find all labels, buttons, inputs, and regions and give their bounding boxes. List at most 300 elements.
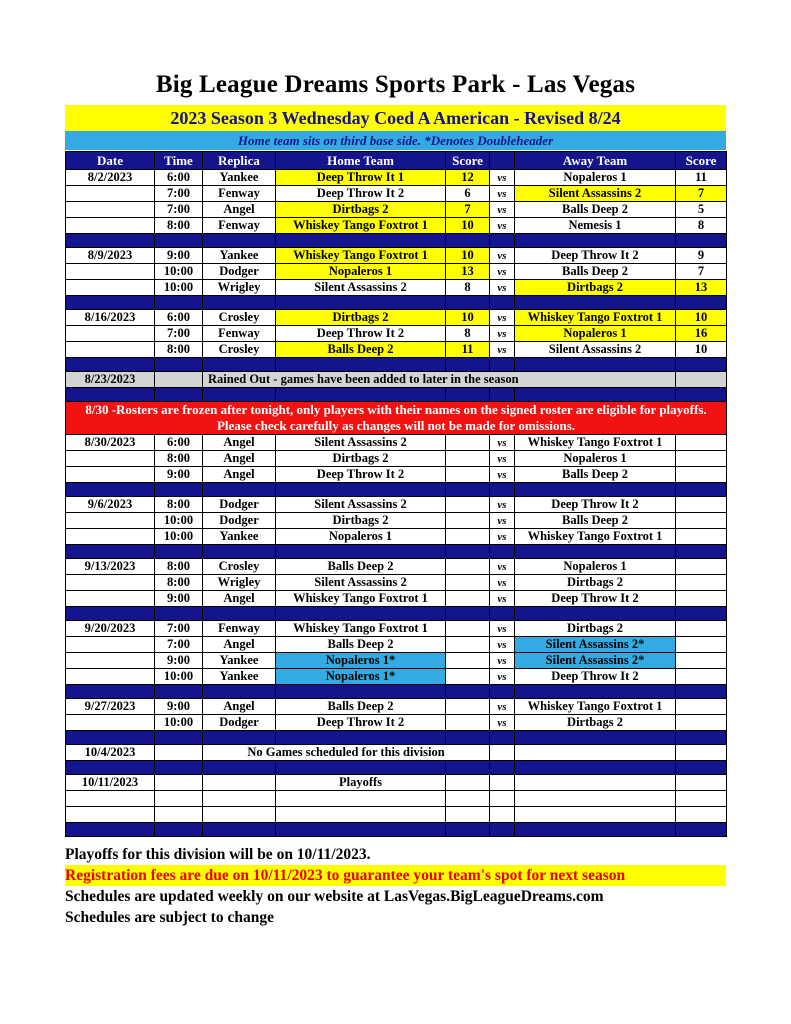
replica-cell: Angel — [203, 591, 276, 607]
home-score-cell — [446, 715, 490, 731]
replica-cell: Fenway — [203, 186, 276, 202]
game-row — [66, 591, 727, 607]
vs-cell: vs — [490, 653, 515, 669]
game-row — [66, 775, 727, 791]
away-score-cell — [676, 775, 727, 791]
away-team-cell: Deep Throw It 2 — [515, 497, 676, 513]
vs-cell: vs — [490, 186, 515, 202]
replica-cell: Yankee — [203, 669, 276, 685]
separator-cell — [203, 296, 276, 310]
separator-cell — [66, 545, 155, 559]
separator-cell — [676, 483, 727, 497]
separator-cell — [446, 296, 490, 310]
game-row — [66, 513, 727, 529]
separator-cell — [446, 731, 490, 745]
separator-cell — [490, 823, 515, 837]
footer-change-note: Schedules are subject to change — [65, 909, 274, 926]
home-team-cell: Deep Throw It 1 — [276, 170, 446, 186]
vs-cell: vs — [490, 342, 515, 358]
separator-cell — [446, 823, 490, 837]
separator-cell — [446, 685, 490, 699]
away-score-cell: 13 — [676, 280, 727, 296]
time-cell: 8:00 — [155, 559, 203, 575]
game-row — [66, 529, 727, 545]
date-cell — [66, 653, 155, 669]
date-cell: 10/4/2023 — [66, 745, 155, 761]
footer-website-note: Schedules are updated weekly on our website at LasVegas.BigLeagueDreams.com — [65, 888, 604, 905]
replica-cell: Yankee — [203, 170, 276, 186]
game-row — [66, 248, 727, 264]
separator-cell — [155, 358, 203, 372]
column-header-home-score: Score — [446, 152, 490, 170]
home-score-cell — [446, 559, 490, 575]
replica-cell: Yankee — [203, 653, 276, 669]
home-team-cell: Silent Assassins 2 — [276, 280, 446, 296]
separator-cell — [490, 358, 515, 372]
away-score-cell — [676, 529, 727, 545]
date-cell: 8/16/2023 — [66, 310, 155, 326]
separator-cell — [66, 358, 155, 372]
home-score-cell — [446, 653, 490, 669]
separator-cell — [276, 388, 446, 402]
replica-cell: Angel — [203, 451, 276, 467]
separator-cell — [155, 545, 203, 559]
home-team-cell: Nopaleros 1* — [276, 653, 446, 669]
roster-notice-cell — [66, 402, 727, 435]
replica-cell: Angel — [203, 435, 276, 451]
separator-cell — [276, 823, 446, 837]
time-cell: 10:00 — [155, 669, 203, 685]
time-cell: 7:00 — [155, 326, 203, 342]
home-team-cell: Whiskey Tango Foxtrot 1 — [276, 591, 446, 607]
date-cell: 10/11/2023 — [66, 775, 155, 791]
roster-notice-line: 8/30 -Rosters are frozen after tonight, only players with their names on the signed roster are eligible for playoffs. — [85, 402, 707, 417]
vs-cell: vs — [490, 280, 515, 296]
empty-row — [66, 791, 727, 807]
separator-cell — [203, 545, 276, 559]
separator-cell — [276, 234, 446, 248]
time-cell — [155, 372, 203, 388]
separator-cell — [203, 483, 276, 497]
separator-cell — [66, 685, 155, 699]
separator-cell — [155, 607, 203, 621]
column-header-date: Date — [66, 152, 155, 170]
game-row — [66, 497, 727, 513]
separator-cell — [276, 761, 446, 775]
replica-cell: Angel — [203, 202, 276, 218]
time-cell: 8:00 — [155, 451, 203, 467]
footer — [65, 844, 726, 928]
time-cell: 7:00 — [155, 621, 203, 637]
separator-cell — [490, 761, 515, 775]
away-score-cell: 7 — [676, 186, 727, 202]
away-score-cell: 10 — [676, 342, 727, 358]
separator-row — [66, 607, 727, 621]
separator-cell — [446, 358, 490, 372]
separator-cell — [203, 761, 276, 775]
season-banner: 2023 Season 3 Wednesday Coed A American - Revised 8/24 — [65, 105, 726, 131]
time-cell: 10:00 — [155, 264, 203, 280]
footer-registration-note: Registration fees are due on 10/11/2023 to guarantee your team's spot for next season — [65, 865, 726, 886]
separator-cell — [490, 388, 515, 402]
separator-cell — [155, 388, 203, 402]
time-cell: 10:00 — [155, 280, 203, 296]
game-row — [66, 280, 727, 296]
away-team-cell: Balls Deep 2 — [515, 467, 676, 483]
home-score-cell: 13 — [446, 264, 490, 280]
away-score-cell — [676, 372, 727, 388]
game-row — [66, 326, 727, 342]
away-team-cell: Whiskey Tango Foxtrot 1 — [515, 435, 676, 451]
date-cell — [66, 342, 155, 358]
separator-cell — [490, 685, 515, 699]
home-team-cell: Dirtbags 2 — [276, 513, 446, 529]
vs-cell: vs — [490, 575, 515, 591]
replica-cell: Dodger — [203, 513, 276, 529]
away-team-cell: Nopaleros 1 — [515, 451, 676, 467]
separator-cell — [515, 823, 676, 837]
home-team-cell: Dirtbags 2 — [276, 202, 446, 218]
home-team-cell: Dirtbags 2 — [276, 451, 446, 467]
replica-cell: Wrigley — [203, 280, 276, 296]
home-score-cell — [446, 529, 490, 545]
time-cell: 9:00 — [155, 467, 203, 483]
away-team-cell: Whiskey Tango Foxtrot 1 — [515, 699, 676, 715]
vs-cell: vs — [490, 699, 515, 715]
separator-cell — [446, 607, 490, 621]
date-cell — [66, 529, 155, 545]
away-team-cell — [515, 775, 676, 791]
separator-cell — [515, 545, 676, 559]
time-cell: 8:00 — [155, 342, 203, 358]
away-score-cell — [676, 637, 727, 653]
separator-cell — [515, 761, 676, 775]
home-team-cell: Balls Deep 2 — [276, 559, 446, 575]
date-cell: 9/20/2023 — [66, 621, 155, 637]
home-score-cell — [446, 621, 490, 637]
empty-cell — [515, 791, 676, 807]
home-score-cell — [446, 575, 490, 591]
game-row — [66, 467, 727, 483]
empty-cell — [446, 807, 490, 823]
date-cell: 9/27/2023 — [66, 699, 155, 715]
separator-cell — [676, 388, 727, 402]
away-score-cell — [676, 451, 727, 467]
away-score-cell: 11 — [676, 170, 727, 186]
replica-cell: Fenway — [203, 218, 276, 234]
away-team-cell: Deep Throw It 2 — [515, 669, 676, 685]
footer-playoffs-note: Playoffs for this division will be on 10/11/2023. — [65, 846, 371, 863]
separator-cell — [155, 483, 203, 497]
home-score-cell: 6 — [446, 186, 490, 202]
separator-cell — [276, 607, 446, 621]
game-row — [66, 451, 727, 467]
home-score-cell — [446, 637, 490, 653]
separator-cell — [155, 685, 203, 699]
replica-cell: Dodger — [203, 264, 276, 280]
away-team-cell: Silent Assassins 2 — [515, 342, 676, 358]
no-games-row — [66, 745, 727, 761]
separator-cell — [446, 234, 490, 248]
away-score-cell — [676, 467, 727, 483]
separator-cell — [276, 545, 446, 559]
roster-notice-line: Please check carefully as changes will not be made for omissions. — [216, 418, 576, 433]
replica-cell: Crosley — [203, 342, 276, 358]
table-header — [66, 152, 727, 170]
separator-row — [66, 483, 727, 497]
home-score-cell: 12 — [446, 170, 490, 186]
date-cell — [66, 280, 155, 296]
empty-cell — [490, 791, 515, 807]
home-score-cell — [446, 591, 490, 607]
time-cell: 9:00 — [155, 653, 203, 669]
date-cell: 8/23/2023 — [66, 372, 155, 388]
empty-cell — [676, 807, 727, 823]
away-score-cell — [676, 699, 727, 715]
column-header-away-score: Score — [676, 152, 727, 170]
info-banner: Home team sits on third base side. *Denotes Doubleheader — [65, 131, 726, 150]
away-score-cell: 10 — [676, 310, 727, 326]
home-team-cell: Whiskey Tango Foxtrot 1 — [276, 621, 446, 637]
replica-cell — [203, 775, 276, 791]
date-cell — [66, 591, 155, 607]
home-score-cell — [446, 775, 490, 791]
no-games-note-cell: No Games scheduled for this division — [203, 745, 490, 761]
vs-cell: vs — [490, 529, 515, 545]
separator-cell — [66, 234, 155, 248]
separator-cell — [276, 358, 446, 372]
rainout-row — [66, 372, 727, 388]
replica-cell: Yankee — [203, 529, 276, 545]
home-team-cell: Whiskey Tango Foxtrot 1 — [276, 218, 446, 234]
away-team-cell: Nopaleros 1 — [515, 170, 676, 186]
column-header-away-team: Away Team — [515, 152, 676, 170]
date-cell: 8/30/2023 — [66, 435, 155, 451]
game-row — [66, 575, 727, 591]
empty-row — [66, 807, 727, 823]
home-score-cell: 10 — [446, 248, 490, 264]
separator-cell — [676, 607, 727, 621]
home-team-cell: Silent Assassins 2 — [276, 435, 446, 451]
away-score-cell — [676, 621, 727, 637]
separator-cell — [203, 358, 276, 372]
empty-cell — [515, 807, 676, 823]
replica-cell: Angel — [203, 699, 276, 715]
home-team-cell: Silent Assassins 2 — [276, 497, 446, 513]
home-score-cell — [446, 451, 490, 467]
separator-cell — [490, 545, 515, 559]
separator-row — [66, 731, 727, 745]
separator-cell — [203, 731, 276, 745]
time-cell: 10:00 — [155, 715, 203, 731]
separator-cell — [66, 483, 155, 497]
vs-cell: vs — [490, 715, 515, 731]
vs-cell: vs — [490, 202, 515, 218]
time-cell — [155, 745, 203, 761]
separator-cell — [515, 685, 676, 699]
separator-cell — [515, 483, 676, 497]
home-score-cell — [446, 467, 490, 483]
separator-cell — [490, 483, 515, 497]
date-cell: 8/2/2023 — [66, 170, 155, 186]
separator-cell — [676, 358, 727, 372]
separator-row — [66, 823, 727, 837]
empty-cell — [276, 807, 446, 823]
replica-cell: Angel — [203, 467, 276, 483]
away-score-cell — [676, 559, 727, 575]
separator-row — [66, 358, 727, 372]
empty-cell — [66, 791, 155, 807]
vs-cell: vs — [490, 170, 515, 186]
separator-cell — [676, 823, 727, 837]
time-cell: 9:00 — [155, 591, 203, 607]
game-row — [66, 653, 727, 669]
empty-cell — [155, 791, 203, 807]
away-score-cell — [676, 497, 727, 513]
away-team-cell: Deep Throw It 2 — [515, 591, 676, 607]
away-team-cell: Whiskey Tango Foxtrot 1 — [515, 529, 676, 545]
separator-row — [66, 388, 727, 402]
replica-cell: Fenway — [203, 621, 276, 637]
date-cell — [66, 326, 155, 342]
home-team-cell: Balls Deep 2 — [276, 699, 446, 715]
replica-cell: Fenway — [203, 326, 276, 342]
away-score-cell: 8 — [676, 218, 727, 234]
separator-cell — [446, 545, 490, 559]
separator-cell — [676, 296, 727, 310]
away-team-cell: Silent Assassins 2 — [515, 186, 676, 202]
separator-cell — [276, 296, 446, 310]
home-team-cell: Nopaleros 1* — [276, 669, 446, 685]
vs-cell: vs — [490, 497, 515, 513]
vs-cell: vs — [490, 435, 515, 451]
date-cell — [66, 575, 155, 591]
game-row — [66, 435, 727, 451]
away-score-cell — [676, 575, 727, 591]
away-team-cell: Dirtbags 2 — [515, 280, 676, 296]
page-title: Big League Dreams Sports Park - Las Vegas — [155, 71, 636, 98]
time-cell: 7:00 — [155, 202, 203, 218]
vs-cell: vs — [490, 310, 515, 326]
game-row — [66, 202, 727, 218]
time-cell: 8:00 — [155, 497, 203, 513]
separator-cell — [66, 607, 155, 621]
separator-cell — [490, 731, 515, 745]
away-team-cell — [515, 745, 676, 761]
time-cell: 9:00 — [155, 699, 203, 715]
away-score-cell — [676, 591, 727, 607]
separator-row — [66, 296, 727, 310]
game-row — [66, 218, 727, 234]
column-header-replica: Replica — [203, 152, 276, 170]
separator-cell — [203, 823, 276, 837]
time-cell: 7:00 — [155, 637, 203, 653]
home-team-cell: Balls Deep 2 — [276, 342, 446, 358]
time-cell: 6:00 — [155, 170, 203, 186]
separator-cell — [155, 234, 203, 248]
away-team-cell: Dirtbags 2 — [515, 715, 676, 731]
separator-cell — [515, 296, 676, 310]
column-header-home-team: Home Team — [276, 152, 446, 170]
replica-cell: Crosley — [203, 559, 276, 575]
date-cell: 9/6/2023 — [66, 497, 155, 513]
game-row — [66, 699, 727, 715]
separator-cell — [155, 731, 203, 745]
vs-cell: vs — [490, 591, 515, 607]
home-team-cell: Balls Deep 2 — [276, 637, 446, 653]
replica-cell: Yankee — [203, 248, 276, 264]
away-team-cell: Whiskey Tango Foxtrot 1 — [515, 310, 676, 326]
header-row — [66, 152, 727, 170]
separator-cell — [515, 607, 676, 621]
home-score-cell — [446, 669, 490, 685]
away-team-cell: Dirtbags 2 — [515, 621, 676, 637]
empty-cell — [276, 791, 446, 807]
game-row — [66, 186, 727, 202]
away-score-cell — [676, 435, 727, 451]
separator-cell — [515, 358, 676, 372]
home-score-cell: 8 — [446, 280, 490, 296]
vs-cell: vs — [490, 451, 515, 467]
game-row — [66, 637, 727, 653]
time-cell — [155, 775, 203, 791]
game-row — [66, 170, 727, 186]
separator-cell — [66, 823, 155, 837]
replica-cell: Wrigley — [203, 575, 276, 591]
rainout-note-cell: Rained Out - games have been added to later in the season — [203, 372, 676, 388]
separator-cell — [515, 234, 676, 248]
separator-cell — [66, 761, 155, 775]
vs-cell: vs — [490, 248, 515, 264]
away-team-cell: Nemesis 1 — [515, 218, 676, 234]
date-cell — [66, 264, 155, 280]
away-team-cell: Silent Assassins 2* — [515, 653, 676, 669]
game-row — [66, 310, 727, 326]
home-score-cell: 10 — [446, 218, 490, 234]
vs-cell: vs — [490, 669, 515, 685]
date-cell — [66, 451, 155, 467]
away-team-cell: Balls Deep 2 — [515, 202, 676, 218]
separator-cell — [66, 296, 155, 310]
date-cell — [66, 637, 155, 653]
vs-cell: vs — [490, 264, 515, 280]
separator-cell — [66, 731, 155, 745]
separator-cell — [203, 607, 276, 621]
game-row — [66, 669, 727, 685]
date-cell: 9/13/2023 — [66, 559, 155, 575]
game-row — [66, 559, 727, 575]
home-score-cell: 11 — [446, 342, 490, 358]
vs-cell: vs — [490, 637, 515, 653]
vs-cell — [490, 775, 515, 791]
home-team-cell: Silent Assassins 2 — [276, 575, 446, 591]
separator-cell — [203, 388, 276, 402]
empty-cell — [446, 791, 490, 807]
separator-cell — [276, 685, 446, 699]
away-team-cell: Balls Deep 2 — [515, 264, 676, 280]
date-cell — [66, 218, 155, 234]
away-score-cell: 9 — [676, 248, 727, 264]
separator-cell — [155, 823, 203, 837]
separator-cell — [203, 234, 276, 248]
home-score-cell: 10 — [446, 310, 490, 326]
away-team-cell: Silent Assassins 2* — [515, 637, 676, 653]
time-cell: 7:00 — [155, 186, 203, 202]
separator-cell — [676, 761, 727, 775]
away-team-cell: Dirtbags 2 — [515, 575, 676, 591]
separator-cell — [490, 234, 515, 248]
home-team-cell: Nopaleros 1 — [276, 264, 446, 280]
